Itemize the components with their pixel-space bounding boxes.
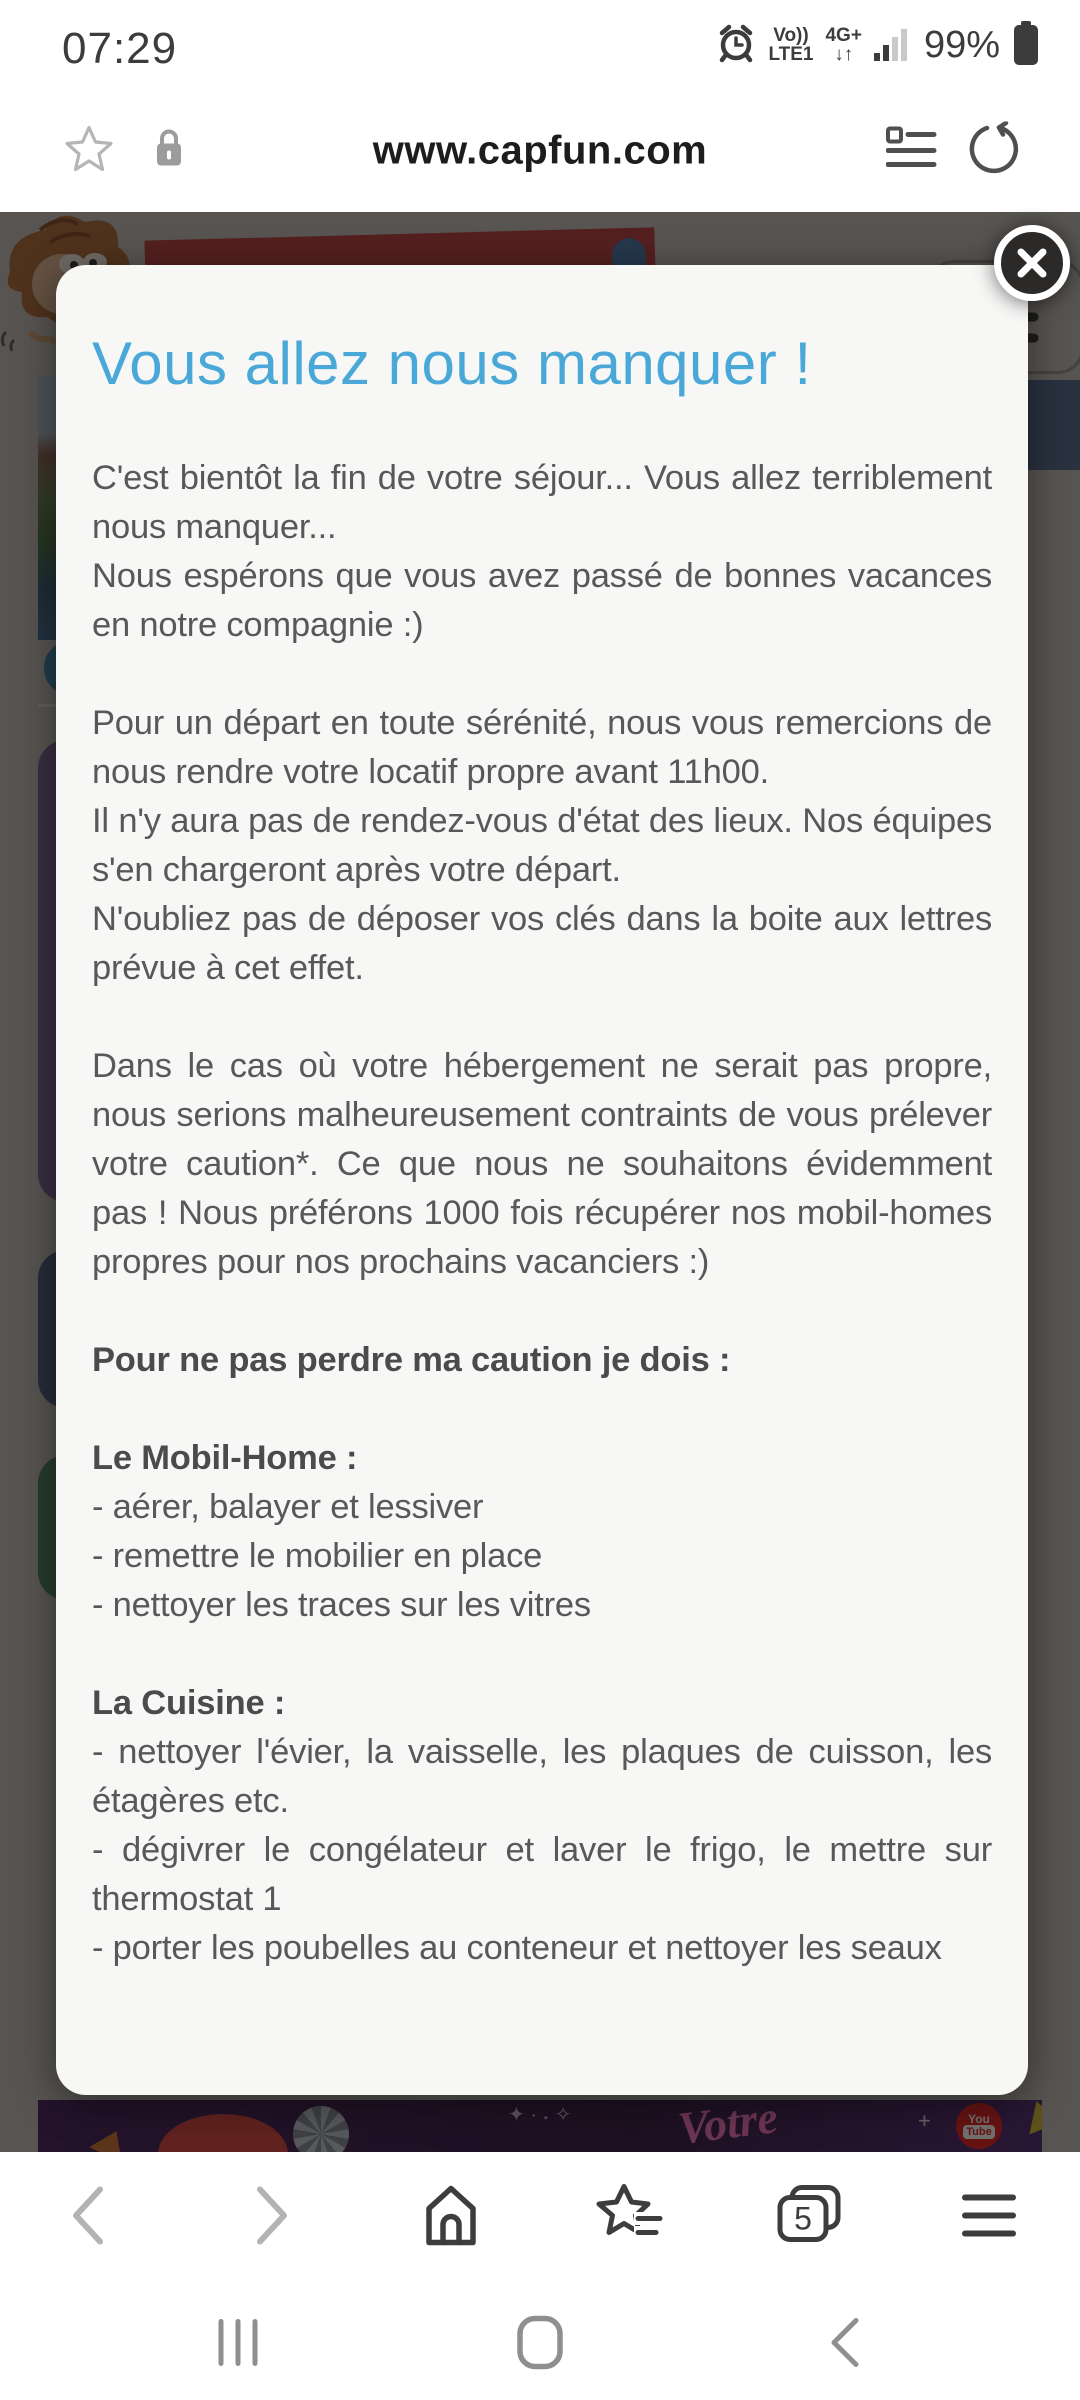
modal-paragraph: Pour un départ en toute sérénité, nous vous remercions de nous rendre votre locatif propre avant 11h00.: [92, 704, 992, 791]
bookmarks-button[interactable]: [594, 2183, 666, 2254]
tabs-button[interactable]: [776, 2184, 842, 2253]
modal-heading: La Cuisine :: [92, 1684, 286, 1722]
recent-apps-button[interactable]: [215, 2318, 261, 2373]
modal-list-item: - remettre le mobilier en place: [92, 1537, 543, 1575]
tab-count: 5: [794, 2200, 812, 2237]
alarm-icon: [716, 23, 756, 68]
modal-paragraph: C'est bientôt la fin de votre séjour... Vous allez terriblement nous manquer...: [92, 459, 992, 546]
modal-title: Vous allez nous manquer !: [92, 330, 812, 397]
battery-percent: 99%: [923, 23, 1000, 66]
back-button[interactable]: [68, 2184, 108, 2253]
modal-list-item: - nettoyer l'évier, la vaisselle, les plaques de cuisson, les étagères etc.: [92, 1733, 992, 1820]
modal-list-item: - porter les poubelles au conteneur et nettoyer les seaux: [92, 1929, 942, 1967]
url-text[interactable]: www.capfun.com: [372, 128, 708, 173]
network-4g-indicator: 4G+ ↓↑: [825, 25, 862, 65]
battery-icon: [1012, 19, 1040, 72]
refresh-icon[interactable]: [966, 122, 1020, 181]
signal-strength-icon: [874, 23, 912, 68]
close-x-icon: [1012, 243, 1052, 283]
menu-button[interactable]: [961, 2193, 1017, 2244]
clock-time: 07:29: [62, 24, 178, 73]
volte-indicator: Vo)) LTE1: [768, 25, 814, 65]
android-back-button[interactable]: [828, 2317, 862, 2374]
modal-heading: Le Mobil-Home :: [92, 1439, 358, 1477]
modal-paragraph: Il n'y aura pas de rendez-vous d'état des lieux. Nos équipes s'en chargeront après votre départ.: [92, 802, 992, 889]
reader-list-icon[interactable]: [886, 127, 938, 176]
browser-address-bar: [0, 90, 1080, 212]
modal-close-button[interactable]: [994, 225, 1070, 301]
home-button[interactable]: [419, 2185, 483, 2252]
modal-list-item: - nettoyer les traces sur les vitres: [92, 1586, 591, 1624]
modal-paragraph: Nous espérons que vous avez passé de bonnes vacances en notre compagnie :): [92, 557, 992, 644]
modal-heading: Pour ne pas perdre ma caution je dois :: [92, 1341, 731, 1379]
modal-list-item: - aérer, balayer et lessiver: [92, 1488, 484, 1526]
modal-list-item: - dégivrer le congélateur et laver le frigo, le mettre sur thermostat 1: [92, 1831, 992, 1918]
modal-paragraph: Dans le cas où votre hébergement ne serait pas propre, nous serions malheureusement contraints de vous prélever votre caution*. Ce que nous ne souhaitons évidemment pas ! Nous préférons 1000 fois récupérer nos mobil-homes propres pour nos prochains vacanciers :): [92, 1047, 992, 1281]
forward-button[interactable]: [252, 2184, 292, 2253]
checkout-info-modal: [56, 265, 1028, 2095]
browser-bottom-chrome: [0, 2152, 1080, 2400]
status-bar: [0, 0, 1080, 90]
modal-paragraph: N'oubliez pas de déposer vos clés dans la boite aux lettres prévue à cet effet.: [92, 900, 992, 987]
android-home-button[interactable]: [516, 2315, 564, 2376]
